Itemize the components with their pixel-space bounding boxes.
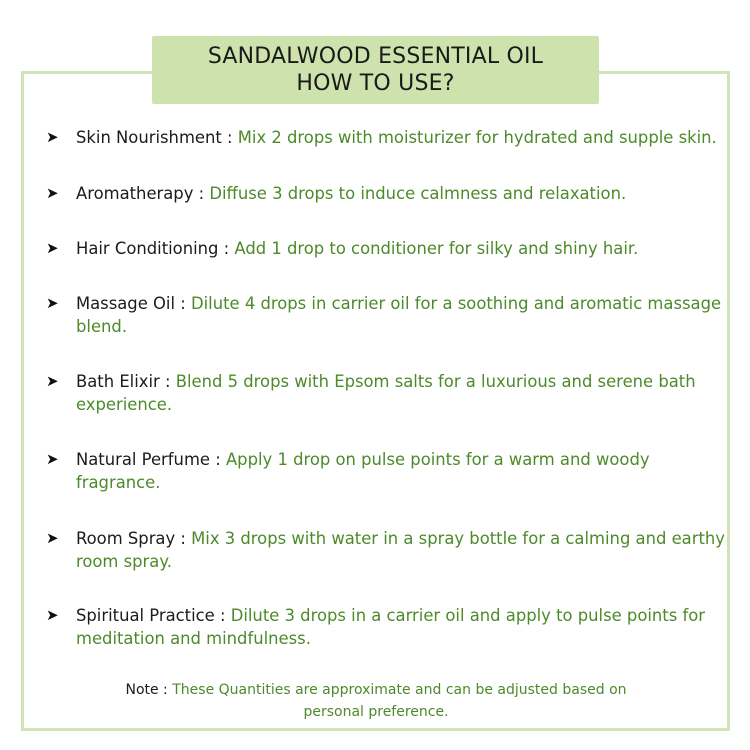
arrow-bullet-icon: ➤	[46, 294, 59, 312]
note-separator: :	[158, 682, 173, 698]
arrow-bullet-icon: ➤	[46, 372, 59, 390]
tip-text	[76, 292, 731, 338]
tip-description: Dilute 3 drops in a carrier oil and apply to pulse points for meditation and mindfulness.	[76, 606, 706, 648]
tip-label: Massage Oil	[76, 294, 176, 313]
arrow-bullet-icon: ➤	[46, 184, 59, 202]
tip-text	[76, 448, 731, 494]
tip-separator: :	[193, 184, 210, 203]
tip-description: Diffuse 3 drops to induce calmness and relaxation.	[209, 184, 627, 203]
note-label: Note	[125, 682, 159, 698]
tip-label: Hair Conditioning	[76, 239, 219, 258]
tip-label: Spiritual Practice	[76, 606, 215, 625]
tip-description: Add 1 drop to conditioner for silky and shiny hair.	[234, 239, 639, 258]
footnote	[96, 679, 656, 723]
tip-separator: :	[175, 294, 191, 313]
arrow-bullet-icon: ➤	[46, 128, 59, 146]
tip-description: Mix 3 drops with water in a spray bottle for a calming and earthy room spray.	[76, 529, 725, 571]
tip-text	[76, 370, 731, 416]
tip-separator: :	[159, 372, 176, 391]
title-banner	[152, 36, 599, 104]
tip-text	[76, 604, 731, 650]
tip-description: Blend 5 drops with Epsom salts for a luxurious and serene bath experience.	[76, 372, 696, 414]
tip-separator: :	[214, 606, 231, 625]
arrow-bullet-icon: ➤	[46, 529, 59, 547]
arrow-bullet-icon: ➤	[46, 239, 59, 257]
tip-description: Apply 1 drop on pulse points for a warm and woody fragrance.	[76, 450, 650, 492]
arrow-bullet-icon: ➤	[46, 606, 59, 624]
note-text: These Quantities are approximate and can be adjusted based on personal preference.	[172, 682, 627, 720]
tip-label: Skin Nourishment	[76, 128, 222, 147]
tip-text	[76, 237, 731, 260]
tip-separator: :	[221, 128, 238, 147]
tip-description: Dilute 4 drops in carrier oil for a soothing and aromatic massage blend.	[76, 294, 722, 336]
tip-text	[76, 182, 731, 205]
tip-label: Bath Elixir	[76, 372, 160, 391]
title-line-1: SANDALWOOD ESSENTIAL OIL	[207, 44, 544, 69]
tip-label: Room Spray	[76, 529, 176, 548]
tip-label: Natural Perfume	[76, 450, 210, 469]
tip-separator: :	[175, 529, 192, 548]
arrow-bullet-icon: ➤	[46, 450, 59, 468]
tip-separator: :	[210, 450, 226, 469]
tip-text	[76, 527, 731, 573]
title-line-2: HOW TO USE?	[296, 71, 455, 96]
tip-text	[76, 126, 731, 149]
tip-label: Aromatherapy	[76, 184, 194, 203]
tip-separator: :	[218, 239, 235, 258]
tip-description: Mix 2 drops with moisturizer for hydrated and supple skin.	[237, 128, 717, 147]
